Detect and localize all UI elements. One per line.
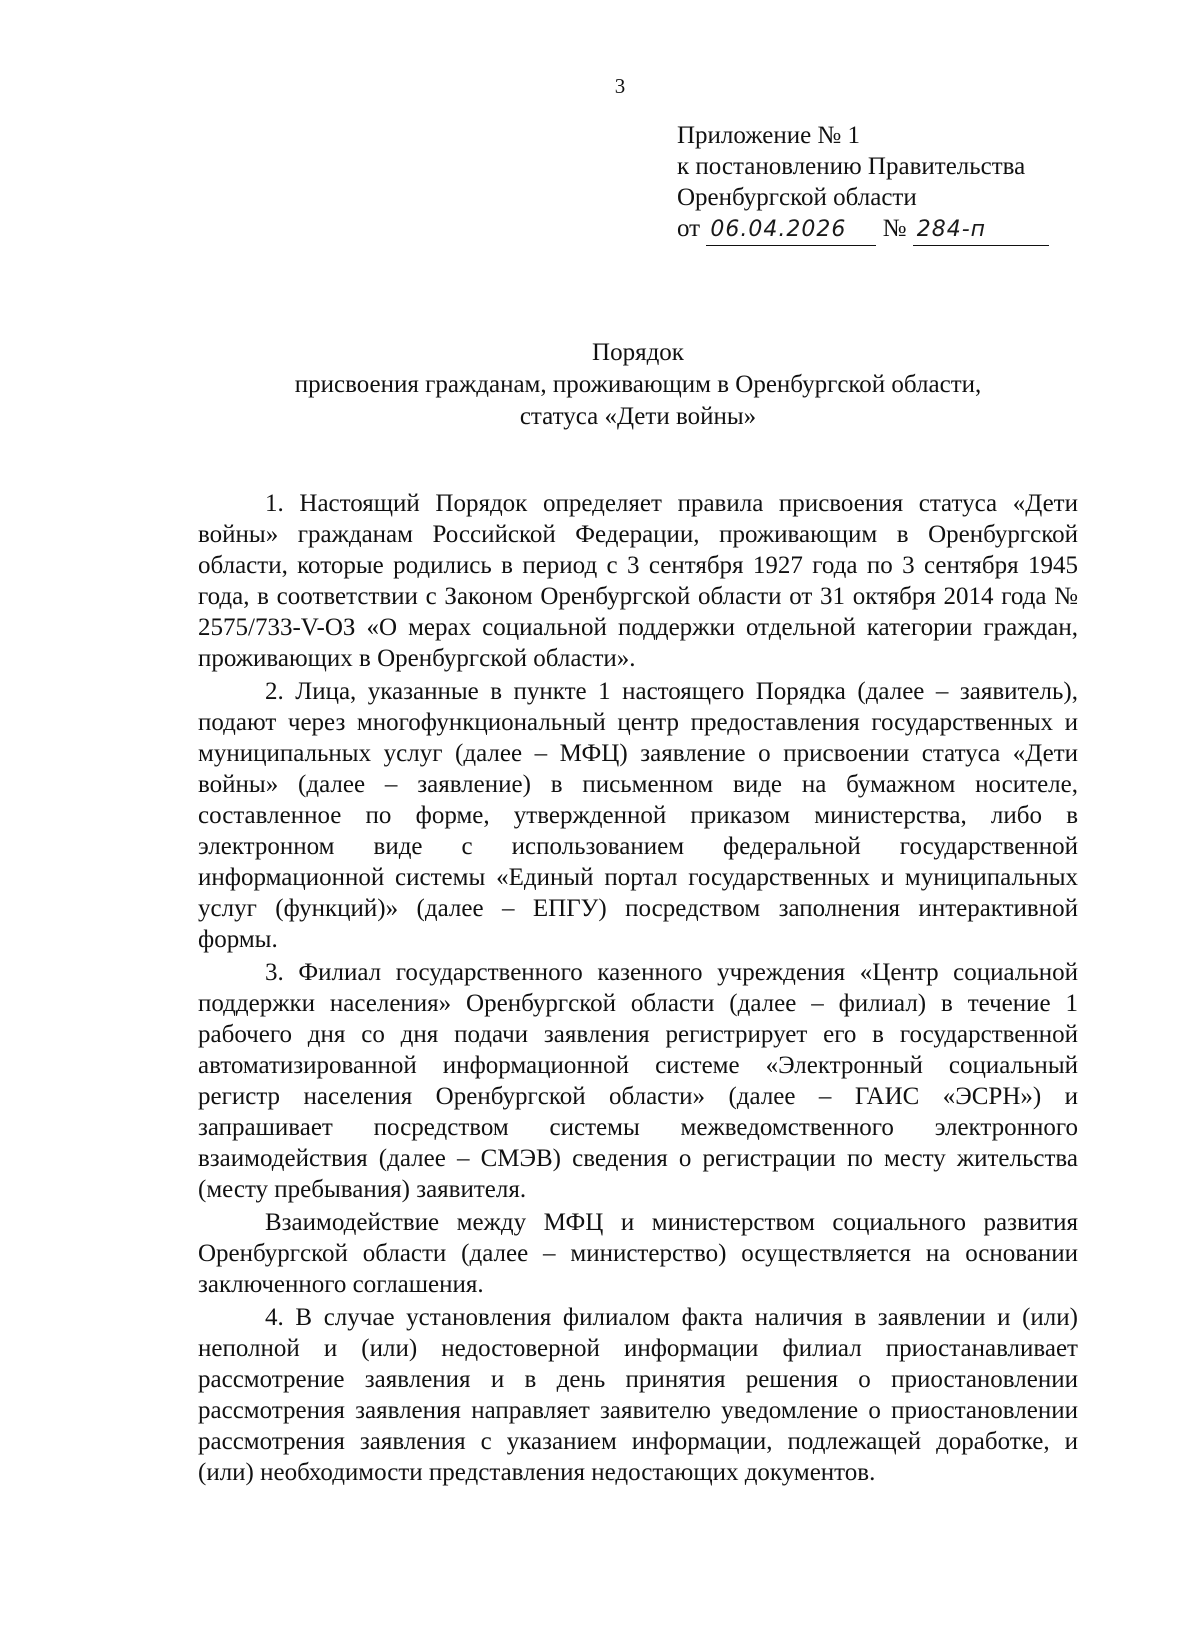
page-number: 3 <box>614 74 626 98</box>
paragraph-4: 4. В случае установления филиалом факта наличия в заявлении и (или) неполной и (или) недостоверной информации филиал приостанавливает рассмотрение заявления и в день принятия решения о приостановлении рассмотрения заявления направляет заявителю уведомление о приостановлении рассмотрения заявления с указанием информации, подлежащей доработке, и (или) необходимости представления недостающих документов. <box>198 1304 1078 1486</box>
date-prefix: от <box>677 215 701 242</box>
appendix-reference: к постановлению Правительства <box>677 153 1026 180</box>
paragraph-1: 1. Настоящий Порядок определяет правила присвоения статуса «Дети войны» гражданам Российской Федерации, проживающим в Оренбургской области, которые родились в период с 3 сентября 1927 года по 3 сентября 1945 года, в соответствии с Законом Оренбургской области от 31 октября 2014 года № 2575/733-V-ОЗ «О мерах социальной поддержки отдельной категории граждан, проживающих в Оренбургской области». <box>198 490 1078 672</box>
title-line-2: присвоения гражданам, проживающим в Оренбургской области, <box>294 371 982 398</box>
title-line-3: статуса «Дети войны» <box>519 403 757 430</box>
handwritten-date: 06.04.2026 <box>706 214 876 246</box>
appendix-title: Приложение № 1 <box>677 122 861 149</box>
appendix-date-number <box>677 213 1049 246</box>
handwritten-number: 284-п <box>913 214 1049 246</box>
paragraph-3-continued: Взаимодействие между МФЦ и министерством социального развития Оренбургской области (далее – министерство) осуществляется на основании заключенного соглашения. <box>198 1209 1078 1298</box>
title-line-1: Порядок <box>592 339 684 366</box>
number-prefix: № <box>882 215 907 242</box>
document-body <box>198 488 1078 1488</box>
appendix-header <box>677 120 1049 246</box>
paragraph-3: 3. Филиал государственного казенного учреждения «Центр социальной поддержки населения» Оренбургской области (далее – филиал) в течение 1 рабочего дня со дня подачи заявления регистрирует его в государственной автоматизированной информационной системе «Электронный социальный регистр населения Оренбургской области» (далее – ГАИС «ЭСРН») и запрашивает посредством системы межведомственного электронного взаимодействия (далее – СМЭВ) сведения о регистрации по месту жительства (месту пребывания) заявителя. <box>198 959 1078 1203</box>
paragraph-2: 2. Лица, указанные в пункте 1 настоящего Порядка (далее – заявитель), подают через многофункциональный центр предоставления государственных и муниципальных услуг (далее – МФЦ) заявление о присвоении статуса «Дети войны» (далее – заявление) в письменном виде на бумажном носителе, составленное по форме, утвержденной приказом министерства, либо в электронном виде с использованием федеральной государственной информационной системы «Единый портал государственных и муниципальных услуг (функций)» (далее – ЕПГУ) посредством заполнения интерактивной формы. <box>198 678 1078 953</box>
appendix-region: Оренбургской области <box>677 184 917 211</box>
document-title <box>0 337 1200 433</box>
